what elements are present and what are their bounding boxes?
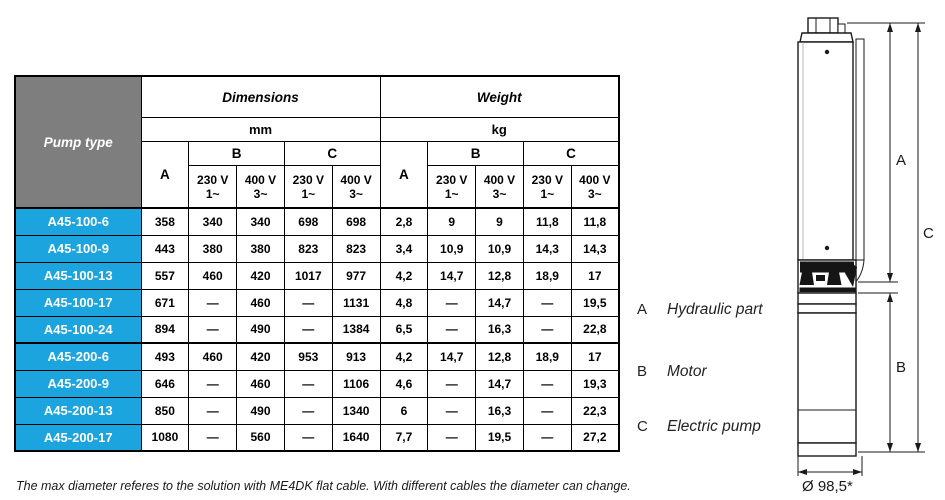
legend-label: Electric pump xyxy=(667,418,761,435)
value-cell: 22,8 xyxy=(571,316,619,343)
value-cell: 1131 xyxy=(332,289,380,316)
value-cell: 823 xyxy=(332,235,380,262)
cable-nub xyxy=(838,24,845,33)
cable-guard xyxy=(856,39,864,260)
value-cell: 19,3 xyxy=(571,370,619,397)
dim-label-a: A xyxy=(896,152,907,169)
voltage-header: 230 V 1~ xyxy=(189,166,237,209)
value-cell: — xyxy=(189,397,237,424)
value-cell: 977 xyxy=(332,262,380,289)
value-cell: 1340 xyxy=(332,397,380,424)
value-cell: 358 xyxy=(141,208,189,235)
value-cell: 19,5 xyxy=(476,424,524,451)
value-cell: 10,9 xyxy=(476,235,524,262)
value-cell: 493 xyxy=(141,343,189,370)
value-cell: 420 xyxy=(237,343,285,370)
value-cell: — xyxy=(284,370,332,397)
motor-body xyxy=(798,313,856,443)
value-cell: — xyxy=(523,397,571,424)
voltage-header: 230 V 1~ xyxy=(284,166,332,209)
value-cell: 3,4 xyxy=(380,235,428,262)
value-cell: — xyxy=(523,370,571,397)
value-cell: 1017 xyxy=(284,262,332,289)
pump-type-cell: A45-100-13 xyxy=(15,262,141,289)
value-cell: 850 xyxy=(141,397,189,424)
table-row xyxy=(15,424,619,451)
weight-group-header: Weight xyxy=(380,76,619,118)
voltage-header: 230 V 1~ xyxy=(523,166,571,209)
value-cell: 6 xyxy=(380,397,428,424)
value-cell: 14,7 xyxy=(428,343,476,370)
pump-drawing xyxy=(798,18,864,456)
discharge-connector xyxy=(808,18,838,33)
value-cell: 460 xyxy=(189,343,237,370)
value-cell: 4,2 xyxy=(380,343,428,370)
dim-label-c: C xyxy=(923,225,934,242)
value-cell: — xyxy=(284,316,332,343)
screw-dot xyxy=(825,246,829,250)
value-cell: 9 xyxy=(428,208,476,235)
value-cell: 18,9 xyxy=(523,343,571,370)
pump-type-cell: A45-200-9 xyxy=(15,370,141,397)
value-cell: 460 xyxy=(237,289,285,316)
value-cell: 4,8 xyxy=(380,289,428,316)
table-row xyxy=(15,343,619,370)
pump-type-cell: A45-200-6 xyxy=(15,343,141,370)
value-cell: 11,8 xyxy=(523,208,571,235)
legend-item-electric-pump xyxy=(637,418,761,436)
table-row xyxy=(15,289,619,316)
legend-item-motor xyxy=(637,363,707,381)
voltage-header: 400 V 3~ xyxy=(476,166,524,209)
value-cell: 11,8 xyxy=(571,208,619,235)
legend-item-hydraulic xyxy=(637,301,763,319)
value-cell: 560 xyxy=(237,424,285,451)
value-cell: 340 xyxy=(237,208,285,235)
motor-flange xyxy=(798,293,856,304)
wt-col-b-header: B xyxy=(428,142,524,166)
wt-col-a-header: A xyxy=(380,142,428,209)
pump-type-cell: A45-200-13 xyxy=(15,397,141,424)
dimensions-group-header: Dimensions xyxy=(141,76,380,118)
value-cell: — xyxy=(523,424,571,451)
value-cell: 22,3 xyxy=(571,397,619,424)
value-cell: 460 xyxy=(189,262,237,289)
value-cell: 953 xyxy=(284,343,332,370)
value-cell: 2,8 xyxy=(380,208,428,235)
diameter-label: Ø 98,5* xyxy=(802,478,853,495)
value-cell: — xyxy=(284,424,332,451)
pump-type-cell: A45-100-9 xyxy=(15,235,141,262)
value-cell: — xyxy=(189,289,237,316)
legend-key: C xyxy=(637,418,648,435)
table-row xyxy=(15,316,619,343)
value-cell: 4,2 xyxy=(380,262,428,289)
value-cell: 18,9 xyxy=(523,262,571,289)
legend-key: B xyxy=(637,363,648,380)
value-cell: 1384 xyxy=(332,316,380,343)
pump-type-cell: A45-100-24 xyxy=(15,316,141,343)
top-collar xyxy=(800,33,853,42)
pump-type-cell: A45-200-17 xyxy=(15,424,141,451)
value-cell: 1106 xyxy=(332,370,380,397)
value-cell: — xyxy=(428,424,476,451)
pump-type-header: Pump type xyxy=(15,76,141,208)
dim-col-b-header: B xyxy=(189,142,285,166)
dimensions-unit-header: mm xyxy=(141,118,380,142)
motor-flange-band xyxy=(798,304,856,313)
value-cell: 420 xyxy=(237,262,285,289)
legend-key: A xyxy=(637,301,648,318)
value-cell: — xyxy=(428,397,476,424)
hydraulic-body xyxy=(798,42,853,260)
legend-label: Motor xyxy=(667,363,707,380)
pump-type-cell: A45-100-6 xyxy=(15,208,141,235)
pump-data-table xyxy=(14,75,620,452)
value-cell: 380 xyxy=(189,235,237,262)
value-cell: 12,8 xyxy=(476,262,524,289)
value-cell: 4,6 xyxy=(380,370,428,397)
value-cell: 490 xyxy=(237,316,285,343)
table-row xyxy=(15,235,619,262)
value-cell: 17 xyxy=(571,262,619,289)
value-cell: 380 xyxy=(237,235,285,262)
value-cell: 823 xyxy=(284,235,332,262)
value-cell: 14,7 xyxy=(428,262,476,289)
value-cell: — xyxy=(284,289,332,316)
value-cell: — xyxy=(428,289,476,316)
table-row xyxy=(15,370,619,397)
value-cell: — xyxy=(523,289,571,316)
pump-type-cell: A45-100-17 xyxy=(15,289,141,316)
value-cell: 10,9 xyxy=(428,235,476,262)
dim-col-c-header: C xyxy=(284,142,380,166)
value-cell: 698 xyxy=(332,208,380,235)
value-cell: 646 xyxy=(141,370,189,397)
value-cell: 14,3 xyxy=(523,235,571,262)
value-cell: 913 xyxy=(332,343,380,370)
value-cell: 17 xyxy=(571,343,619,370)
value-cell: 27,2 xyxy=(571,424,619,451)
voltage-header: 400 V 3~ xyxy=(332,166,380,209)
voltage-header: 400 V 3~ xyxy=(237,166,285,209)
value-cell: 460 xyxy=(237,370,285,397)
table-row xyxy=(15,397,619,424)
table-row xyxy=(15,262,619,289)
value-cell: — xyxy=(284,397,332,424)
value-cell: 1640 xyxy=(332,424,380,451)
value-cell: — xyxy=(189,370,237,397)
pump-diagram xyxy=(785,5,940,495)
value-cell: — xyxy=(189,424,237,451)
voltage-header: 230 V 1~ xyxy=(428,166,476,209)
value-cell: — xyxy=(428,316,476,343)
value-cell: 443 xyxy=(141,235,189,262)
value-cell: 16,3 xyxy=(476,397,524,424)
value-cell: 490 xyxy=(237,397,285,424)
wt-col-c-header: C xyxy=(523,142,619,166)
pump-table-container xyxy=(14,75,620,452)
value-cell: 340 xyxy=(189,208,237,235)
value-cell: 14,3 xyxy=(571,235,619,262)
value-cell: 12,8 xyxy=(476,343,524,370)
dim-label-b: B xyxy=(896,359,907,376)
legend-label: Hydraulic part xyxy=(667,301,763,318)
max-diameter-footnote: The max diameter referes to the solution with ME4DK flat cable. With different cables the diameter can change. xyxy=(16,478,631,493)
value-cell: 557 xyxy=(141,262,189,289)
voltage-header: 400 V 3~ xyxy=(571,166,619,209)
value-cell: — xyxy=(428,370,476,397)
dim-col-a-header: A xyxy=(141,142,189,209)
value-cell: 7,7 xyxy=(380,424,428,451)
screw-dot xyxy=(825,50,829,54)
weight-unit-header: kg xyxy=(380,118,619,142)
table-row xyxy=(15,208,619,235)
value-cell: 1080 xyxy=(141,424,189,451)
value-cell: — xyxy=(523,316,571,343)
value-cell: 698 xyxy=(284,208,332,235)
value-cell: 6,5 xyxy=(380,316,428,343)
value-cell: — xyxy=(189,316,237,343)
value-cell: 14,7 xyxy=(476,289,524,316)
value-cell: 16,3 xyxy=(476,316,524,343)
value-cell: 894 xyxy=(141,316,189,343)
value-cell: 19,5 xyxy=(571,289,619,316)
value-cell: 671 xyxy=(141,289,189,316)
value-cell: 9 xyxy=(476,208,524,235)
value-cell: 14,7 xyxy=(476,370,524,397)
bottom-cap xyxy=(798,443,856,456)
